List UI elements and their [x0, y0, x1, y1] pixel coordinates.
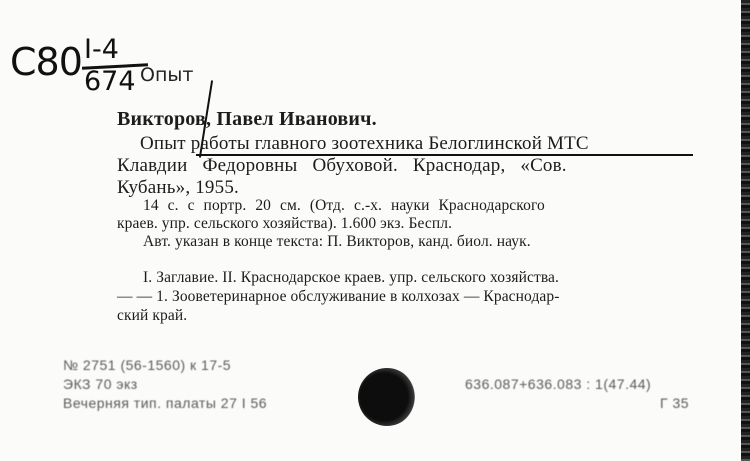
classification-code: 636.087+636.083 : 1(47.44)	[465, 376, 652, 392]
tracings-line-2: — — 1. Зооветеринарное обслуживание в колхозах — Краснодар-	[117, 288, 560, 305]
card-edge-shadow	[741, 0, 750, 461]
collation-line-2: краев. упр. сельского хозяйства). 1.600 экз. Беспл.	[117, 215, 453, 232]
shelf-mark-prefix: C80	[10, 40, 82, 84]
author-sign: Г 35	[660, 395, 690, 411]
shelf-mark-top: I-4	[84, 34, 119, 65]
title-line-2: Клавдии Федоровны Обуховой. Краснодар, «Сов.	[117, 155, 567, 176]
tracings-line-1: I. Заглавие. II. Краснодарское краев. упр. сельского хозяйства.	[143, 269, 559, 286]
card-punch-hole	[358, 368, 416, 426]
print-info-line-2: ЭКЗ 70 экз	[63, 376, 138, 392]
author-heading: Викторов, Павел Иванович.	[117, 108, 377, 130]
title-line-1: Опыт работы главного зоотехника Белоглинской МТС	[140, 133, 589, 154]
tracings-line-3: ский край.	[117, 307, 188, 324]
title-line-3: Кубань», 1955.	[117, 177, 239, 198]
print-info-line-3: Вечерняя тип. палаты 27 I 56	[63, 395, 268, 411]
print-info-line-1: № 2751 (56-1560) к 17-5	[63, 357, 232, 373]
shelf-mark-bottom: 674	[84, 66, 136, 97]
author-note: Авт. указан в конце текста: П. Викторов, канд. биол. наук.	[143, 233, 531, 250]
shelf-mark-note: Опыт	[140, 64, 194, 86]
collation-line-1: 14 с. с портр. 20 см. (Отд. с.-х. науки Краснодарского	[143, 197, 545, 214]
